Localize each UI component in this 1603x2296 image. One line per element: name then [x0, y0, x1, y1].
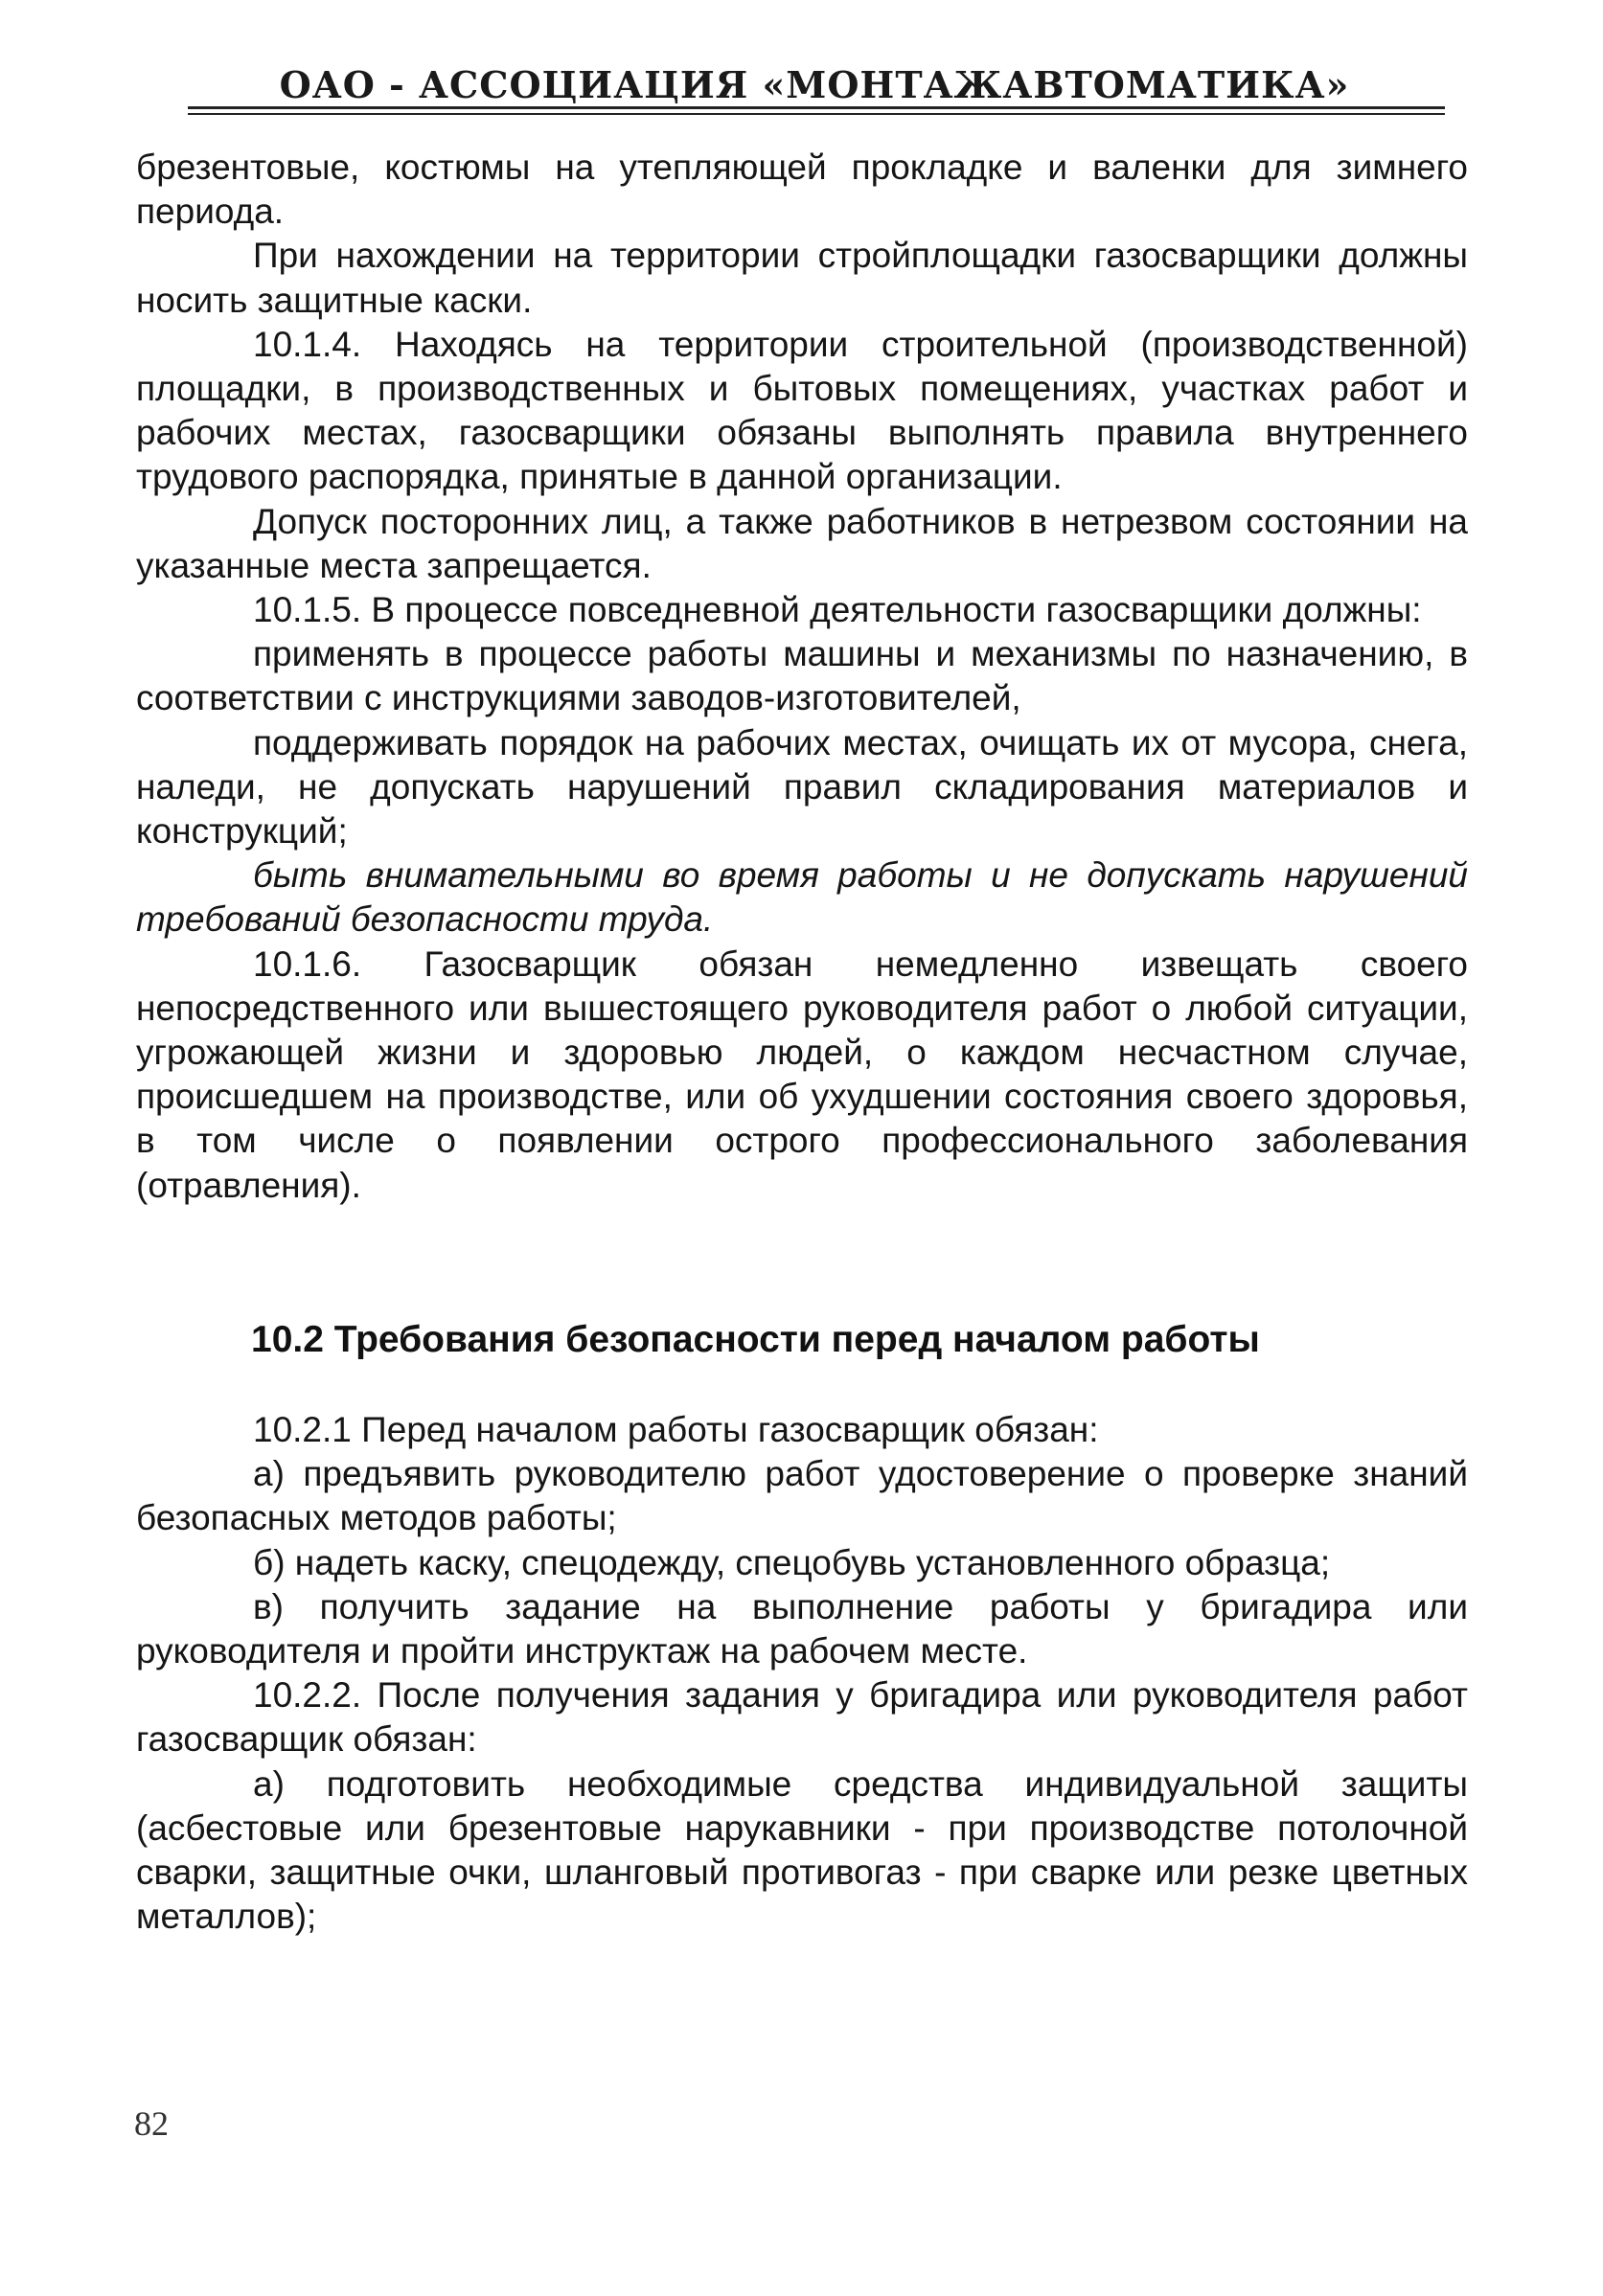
paragraph: а) предъявить руководителю работ удостоверение о проверке знаний безопасных методов работы;	[136, 1454, 1468, 1538]
paragraph: а) подготовить необходимые средства индивидуальной защиты (асбестовые или брезентовые нарукавники - при производстве потолочной сварки, защитные очки, шланговый противогаз - при сварке или резке цветных металлов);	[136, 1763, 1468, 1937]
paragraph: 10.1.6. Газосварщик обязан немедленно извещать своего непосредственного или вышестоящего руководителя работ о любой ситуации, угрожающей жизни и здоровью людей, о каждом несчастном случае, происшедшем на производстве, или об ухудшении состояния своего здоровья, в том числе о появлении острого профессионального заболевания (отравления).	[136, 943, 1468, 1205]
paragraph: применять в процессе работы машины и механизмы по назначению, в соответствии с инструкциями заводов-изготовителей,	[136, 634, 1468, 718]
paragraph: 10.1.5. В процессе повседневной деятельности газосварщики должны:	[253, 590, 1422, 630]
paragraph: поддерживать порядок на рабочих местах, очищать их от мусора, снега, наледи, не допускать нарушений правил складирования материалов и конструкций;	[136, 722, 1468, 852]
header-rule-thin	[188, 113, 1445, 115]
paragraph: в) получить задание на выполнение работы у бригадира или руководителя и пройти инструктаж на рабочем месте.	[136, 1586, 1468, 1671]
paragraph: брезентовые, костюмы на утепляющей прокладке и валенки для зимнего периода.	[136, 148, 1468, 232]
paragraph: Допуск посторонних лиц, а также работников в нетрезвом состоянии на указанные места запрещается.	[136, 501, 1468, 585]
page-number: 82	[134, 2104, 169, 2143]
paragraph: 10.2.1 Перед началом работы газосварщик обязан:	[253, 1410, 1099, 1449]
section-heading: 10.2 Требования безопасности перед началом работы	[251, 1319, 1260, 1360]
body-text-block	[136, 146, 1468, 1208]
paragraph: б) надеть каску, спецодежду, спецобувь установленного образца;	[253, 1542, 1331, 1582]
paragraph: 10.1.4. Находясь на территории строительной (производственной) площадки, в производственных и бытовых помещениях, участках работ и рабочих местах, газосварщики обязаны выполнять правила внутреннего трудового распорядка, принятые в данной организации.	[136, 324, 1468, 497]
paragraph: 10.2.2. После получения задания у бригадира или руководителя работ газосварщик обязан:	[136, 1675, 1468, 1760]
paragraph: быть внимательными во время работы и не допускать нарушений требований безопасности труда.	[136, 855, 1468, 940]
section-body-block	[136, 1408, 1468, 1939]
running-header: ОАО - АССОЦИАЦИЯ «МОНТАЖАВТОМАТИКА»	[279, 63, 1350, 106]
header-rule-thick	[188, 106, 1445, 109]
paragraph: При нахождении на территории стройплощадки газосварщики должны носить защитные каски.	[136, 236, 1468, 320]
